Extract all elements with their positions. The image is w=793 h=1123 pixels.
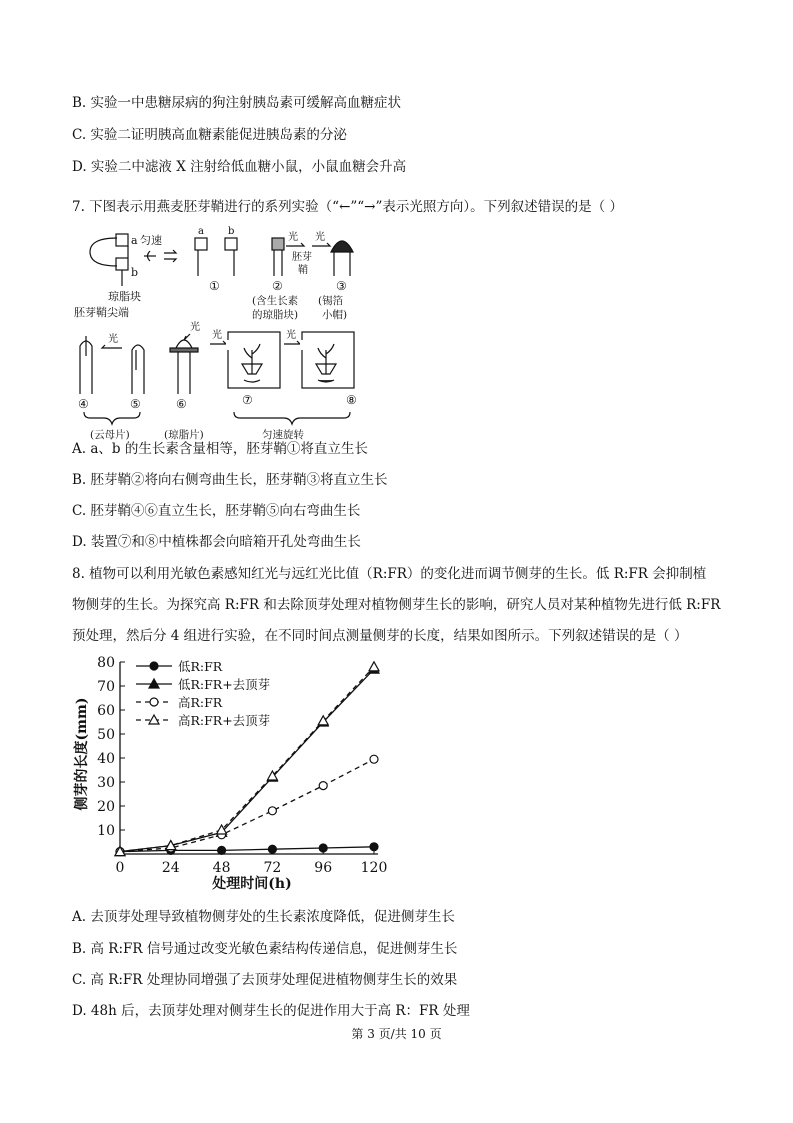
q7-option-c: C. 胚芽鞘④⑥直立生长，胚芽鞘⑤向右弯曲生长 xyxy=(72,503,361,519)
arrow-right-icon xyxy=(164,250,176,262)
y-tick-label: 70 xyxy=(97,679,115,695)
label-n1: ① xyxy=(209,279,220,293)
page-footer: 第 3 页/共 10 页 xyxy=(351,1027,442,1041)
label-rotate: 匀速旋转 xyxy=(262,429,304,441)
q7-stem: 7. 下图表示用燕麦胚芽鞘进行的系列实验（“←”“→”表示光照方向）。下列叙述错误的是（ ） xyxy=(72,199,623,215)
y-tick-label: 40 xyxy=(97,751,115,767)
fig1-label-a: a xyxy=(198,226,204,237)
x-tick-label: 72 xyxy=(263,860,282,876)
agar-block-a xyxy=(116,234,128,246)
y-tick-label: 50 xyxy=(97,727,115,743)
dark-box-8 xyxy=(302,332,354,388)
light-label-3: 光 xyxy=(315,232,325,243)
light-label-2: 光 xyxy=(288,232,298,243)
label-a: a xyxy=(131,234,138,247)
data-point xyxy=(370,755,378,763)
label-n5: ⑤ xyxy=(130,397,141,411)
coleoptile-label-2: 鞘 xyxy=(298,265,308,276)
dark-box-7 xyxy=(228,332,280,388)
q8-stem-line3: 预处理，然后分 4 组进行实验，在不同时间点测量侧芽的长度，结果如图所示。下列叙述错误的是（ ） xyxy=(72,628,688,644)
line-chart xyxy=(72,652,402,892)
label-tip: 胚芽鞘尖端 xyxy=(74,306,129,319)
foil-cap xyxy=(331,241,353,252)
coleoptile-label-1: 胚芽 xyxy=(292,252,312,263)
caption-3-line2: 小帽) xyxy=(322,309,348,321)
data-point xyxy=(319,844,327,852)
arrow-light-3 xyxy=(312,243,330,246)
y-tick-label: 10 xyxy=(97,823,115,839)
label-agar-block: 琼脂块 xyxy=(108,290,141,303)
caption-3-line1: (锡箔 xyxy=(318,295,344,307)
arrow-light-45 xyxy=(102,345,122,348)
coleoptile-5 xyxy=(132,345,144,394)
x-axis-label: 处理时间(h) xyxy=(212,876,292,892)
light-label-7: 光 xyxy=(212,330,222,341)
q7-option-a: A. a、b 的生长素含量相等，胚芽鞘①将直立生长 xyxy=(72,441,368,457)
data-point xyxy=(268,845,276,853)
agar-sheet xyxy=(170,348,198,352)
label-agar-sheet: (琼脂片) xyxy=(164,429,204,441)
light-label-8: 光 xyxy=(286,330,296,341)
label-n3: ③ xyxy=(336,279,347,293)
legend-label: 低R:FR xyxy=(178,659,223,674)
label-uniform: 匀速 xyxy=(140,234,162,247)
label-n6: ⑥ xyxy=(176,397,187,411)
q7-option-d: D. 装置⑦和⑧中植株都会向暗箱开孔处弯曲生长 xyxy=(72,534,361,550)
fig1-label-b: b xyxy=(228,226,235,237)
agar-block-b xyxy=(116,258,128,270)
plant-7 xyxy=(244,344,260,374)
q6-option-d: D. 实验二中滤液 X 注射给低血糖小鼠，小鼠血糖会升高 xyxy=(72,159,407,175)
q8-option-d: D. 48h 后，去顶芽处理对侧芽生长的促进作用大于高 R：FR 处理 xyxy=(72,1003,470,1019)
x-tick-label: 24 xyxy=(161,860,180,876)
q7-figure xyxy=(72,224,372,441)
y-tick-label: 30 xyxy=(97,775,115,791)
data-point xyxy=(318,716,328,725)
q6-option-c: C. 实验二证明胰高血糖素能促进胰岛素的分泌 xyxy=(72,127,347,143)
y-axis-label: 侧芽的长度(mm) xyxy=(74,697,90,811)
legend-marker xyxy=(150,662,158,670)
label-n4: ④ xyxy=(78,397,89,411)
q6-option-b: B. 实验一中患糖尿病的狗注射胰岛素可缓解高血糖症状 xyxy=(72,95,402,111)
series-line xyxy=(120,667,374,852)
caption-2-line1: (含生长素 xyxy=(252,295,299,307)
series-line xyxy=(120,669,374,851)
plant-8 xyxy=(318,344,334,374)
legend-marker xyxy=(150,698,158,706)
light-label-45: 光 xyxy=(108,334,118,345)
legend-label: 高R:FR xyxy=(178,695,223,710)
x-tick-label: 48 xyxy=(212,860,231,876)
legend-label: 低R:FR+去顶芽 xyxy=(178,677,271,692)
label-mica: (云母片) xyxy=(90,429,130,441)
y-tick-label: 20 xyxy=(97,799,115,815)
label-n7: ⑦ xyxy=(242,393,253,407)
data-point xyxy=(369,662,379,671)
caption-2-line2: 的琼脂块) xyxy=(252,309,299,321)
q7-option-b: B. 胚芽鞘②将向右侧弯曲生长，胚芽鞘③将直立生长 xyxy=(72,472,388,488)
label-n8: ⑧ xyxy=(346,393,357,407)
label-b: b xyxy=(131,266,139,279)
q8-option-b: B. 高 R:FR 信号通过改变光敏色素结构传递信息，促进侧芽生长 xyxy=(72,941,458,957)
label-n2: ② xyxy=(272,279,283,293)
data-point xyxy=(319,782,327,790)
light-label-6: 光 xyxy=(190,322,200,333)
coleoptile-6-tip xyxy=(176,340,192,348)
x-tick-label: 120 xyxy=(360,860,388,876)
q8-stem-line2: 物侧芽的生长。为探究高 R:FR 和去除顶芽处理对植物侧芽生长的影响，研究人员对某种植物先进行低 R:FR xyxy=(72,597,721,613)
arrow-light-2 xyxy=(286,243,304,246)
legend-label: 高R:FR+去顶芽 xyxy=(178,713,271,728)
data-point xyxy=(268,807,276,815)
coleoptile-tip xyxy=(90,238,117,266)
data-point xyxy=(218,846,226,854)
data-point xyxy=(370,843,378,851)
y-tick-label: 80 xyxy=(97,655,115,671)
y-tick-label: 60 xyxy=(97,703,115,719)
q8-option-a: A. 去顶芽处理导致植物侧芽处的生长素浓度降低，促进侧芽生长 xyxy=(72,909,455,925)
x-tick-label: 96 xyxy=(314,860,333,876)
q8-stem-line1: 8. 植物可以利用光敏色素感知红光与远红光比值（R:FR）的变化进而调节侧芽的生长。低 R:FR 会抑制植 xyxy=(72,566,707,582)
x-tick-label: 0 xyxy=(115,860,125,876)
q8-option-c: C. 高 R:FR 处理协同增强了去顶芽处理促进植物侧芽生长的效果 xyxy=(72,972,458,988)
